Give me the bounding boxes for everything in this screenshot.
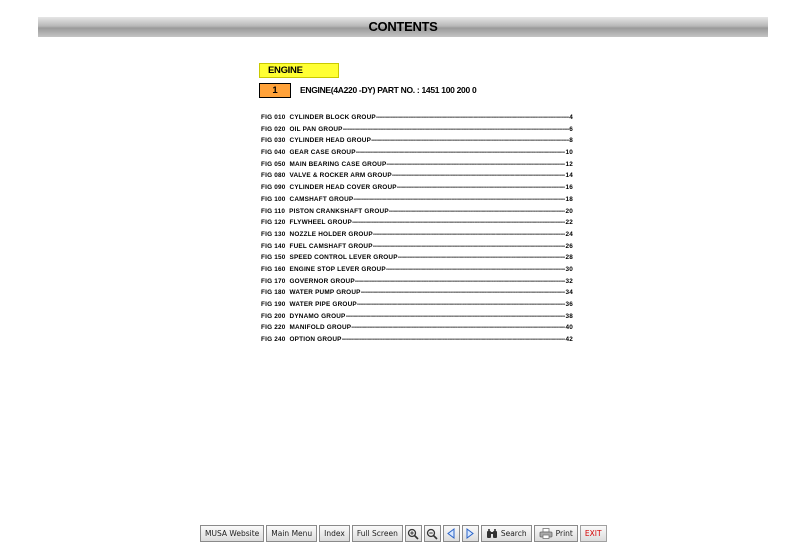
toc-leader-dashes <box>351 324 565 331</box>
toc-title: FLYWHEEL GROUP <box>289 219 352 227</box>
search-label: Search <box>500 529 527 538</box>
toc-page-number: 34 <box>565 289 573 297</box>
main-menu-button[interactable]: Main Menu <box>266 525 317 542</box>
toc-fig-number: FIG 050 <box>261 160 286 168</box>
toc-title: OIL PAN GROUP <box>289 125 343 133</box>
section-badge <box>259 63 339 78</box>
zoom-out-button[interactable] <box>424 525 441 542</box>
toc-fig-number: FIG 190 <box>261 301 286 308</box>
toc-row[interactable] <box>261 254 573 266</box>
toc-title: OPTION GROUP <box>289 336 342 344</box>
toc-title: CYLINDER BLOCK GROUP <box>289 114 376 121</box>
toc-title: DYNAMO GROUP <box>289 312 346 320</box>
toc-leader-dashes <box>355 278 566 285</box>
toc-leader-dashes <box>397 184 566 191</box>
toc-title: PISTON CRANKSHAFT GROUP <box>289 207 389 215</box>
toc-fig-number: FIG 130 <box>261 230 286 238</box>
toc-row[interactable] <box>261 243 573 255</box>
toc-leader-dashes <box>356 149 566 156</box>
toc-row[interactable] <box>261 313 573 325</box>
toc-title: VALVE & ROCKER ARM GROUP <box>289 172 392 180</box>
toc-title: GOVERNOR GROUP <box>289 277 355 285</box>
toc-page-number: 42 <box>565 336 573 344</box>
toc-leader-dashes <box>373 243 566 250</box>
toc-row[interactable] <box>261 219 573 231</box>
toc-page-number: 32 <box>565 277 573 285</box>
toc-title: WATER PUMP GROUP <box>289 289 361 297</box>
index-button[interactable]: Index <box>319 525 350 542</box>
toc-title: MANIFOLD GROUP <box>289 324 352 332</box>
toc-row[interactable] <box>261 278 573 290</box>
toc-row[interactable] <box>261 289 573 301</box>
toc-row[interactable] <box>261 196 573 208</box>
toc-leader-dashes <box>386 266 566 273</box>
toc-page-number: 6 <box>569 125 573 133</box>
part-number-box: 1 <box>259 83 291 98</box>
contents-header-bar <box>38 17 768 37</box>
search-button[interactable] <box>481 525 532 542</box>
next-page-icon <box>465 528 475 539</box>
toc-leader-dashes <box>357 301 566 308</box>
toc-title: CYLINDER HEAD COVER GROUP <box>289 184 397 192</box>
toc-leader-dashes <box>398 254 566 261</box>
toc-title: WATER PIPE GROUP <box>289 301 357 308</box>
toc-fig-number: FIG 030 <box>261 137 286 145</box>
toc-fig-number: FIG 080 <box>261 172 286 180</box>
toc-row[interactable] <box>261 301 573 313</box>
musa-website-button[interactable]: MUSA Website <box>200 525 264 542</box>
printer-icon <box>539 528 553 539</box>
toc-fig-number: FIG 110 <box>261 207 286 215</box>
toc-page-number: 26 <box>565 242 573 250</box>
toc-row[interactable] <box>261 126 573 138</box>
part-title: ENGINE(4A220 -DY) PART NO. : 1451 100 200 0 <box>300 85 477 95</box>
toc-fig-number: FIG 120 <box>261 219 286 227</box>
toc-fig-number: FIG 200 <box>261 312 286 320</box>
next-page-button[interactable] <box>462 525 479 542</box>
toc-row[interactable] <box>261 184 573 196</box>
zoom-in-button[interactable] <box>405 525 422 542</box>
toc-fig-number: FIG 140 <box>261 242 286 250</box>
toc-title: SPEED CONTROL LEVER GROUP <box>289 254 398 262</box>
toc-row[interactable] <box>261 231 573 243</box>
toc-page-number: 20 <box>565 207 573 215</box>
toc-title: NOZZLE HOLDER GROUP <box>289 230 373 238</box>
toc-row[interactable] <box>261 266 573 278</box>
bottom-toolbar <box>200 525 607 542</box>
toc-fig-number: FIG 180 <box>261 289 286 297</box>
toc-page-number: 16 <box>565 184 573 192</box>
toc-title: CYLINDER HEAD GROUP <box>289 137 372 145</box>
table-of-contents <box>261 114 573 348</box>
zoom-out-icon <box>426 528 438 540</box>
prev-page-button[interactable] <box>443 525 460 542</box>
toc-row[interactable] <box>261 149 573 161</box>
toc-fig-number: FIG 040 <box>261 149 286 157</box>
toc-leader-dashes <box>346 313 566 320</box>
toc-page-number: 4 <box>569 114 573 121</box>
binoculars-icon <box>486 528 498 539</box>
toc-leader-dashes <box>373 231 566 238</box>
toc-page-number: 22 <box>565 219 573 227</box>
toc-row[interactable] <box>261 114 573 126</box>
toc-page-number: 14 <box>565 172 573 180</box>
toc-title: FUEL CAMSHAFT GROUP <box>289 242 373 250</box>
zoom-in-icon <box>407 528 419 540</box>
toc-fig-number: FIG 100 <box>261 195 286 203</box>
toc-row[interactable] <box>261 172 573 184</box>
toc-row[interactable] <box>261 324 573 336</box>
toc-page-number: 8 <box>569 137 573 145</box>
toc-row[interactable] <box>261 336 573 348</box>
print-button[interactable] <box>534 525 578 542</box>
toc-page-number: 40 <box>565 324 573 332</box>
toc-row[interactable] <box>261 137 573 149</box>
toc-leader-dashes <box>342 336 566 343</box>
exit-button[interactable]: EXIT <box>580 525 607 542</box>
toc-page-number: 24 <box>565 230 573 238</box>
toc-row[interactable] <box>261 208 573 220</box>
toc-fig-number: FIG 220 <box>261 324 286 332</box>
toc-leader-dashes <box>343 126 570 133</box>
toc-page-number: 36 <box>565 301 573 308</box>
toc-fig-number: FIG 150 <box>261 254 286 262</box>
toc-page-number: 28 <box>565 254 573 262</box>
print-label: Print <box>555 529 573 538</box>
page-title: CONTENTS <box>368 19 438 34</box>
section-label: ENGINE <box>268 65 303 76</box>
toc-fig-number: FIG 240 <box>261 336 286 344</box>
toc-page-number: 12 <box>565 160 573 168</box>
toc-page-number: 38 <box>565 312 573 320</box>
toc-fig-number: FIG 160 <box>261 265 286 273</box>
toc-leader-dashes <box>361 289 566 296</box>
toc-page-number: 18 <box>565 195 573 203</box>
prev-page-icon <box>446 528 456 539</box>
toc-leader-dashes <box>376 114 569 121</box>
toc-fig-number: FIG 010 <box>261 114 286 121</box>
toc-row[interactable] <box>261 161 573 173</box>
toc-title: MAIN BEARING CASE GROUP <box>289 160 387 168</box>
toc-leader-dashes <box>353 196 565 203</box>
toc-leader-dashes <box>392 172 566 179</box>
toc-fig-number: FIG 170 <box>261 277 286 285</box>
toc-leader-dashes <box>371 137 569 144</box>
toc-title: CAMSHAFT GROUP <box>289 195 354 203</box>
toc-fig-number: FIG 090 <box>261 184 286 192</box>
toc-leader-dashes <box>352 219 566 226</box>
full-screen-button[interactable]: Full Screen <box>352 525 403 542</box>
toc-page-number: 10 <box>565 149 573 157</box>
toc-page-number: 30 <box>565 265 573 273</box>
toc-title: GEAR CASE GROUP <box>289 149 356 157</box>
toc-leader-dashes <box>386 161 565 168</box>
toc-title: ENGINE STOP LEVER GROUP <box>289 265 386 273</box>
toc-leader-dashes <box>389 208 566 215</box>
toc-fig-number: FIG 020 <box>261 125 286 133</box>
